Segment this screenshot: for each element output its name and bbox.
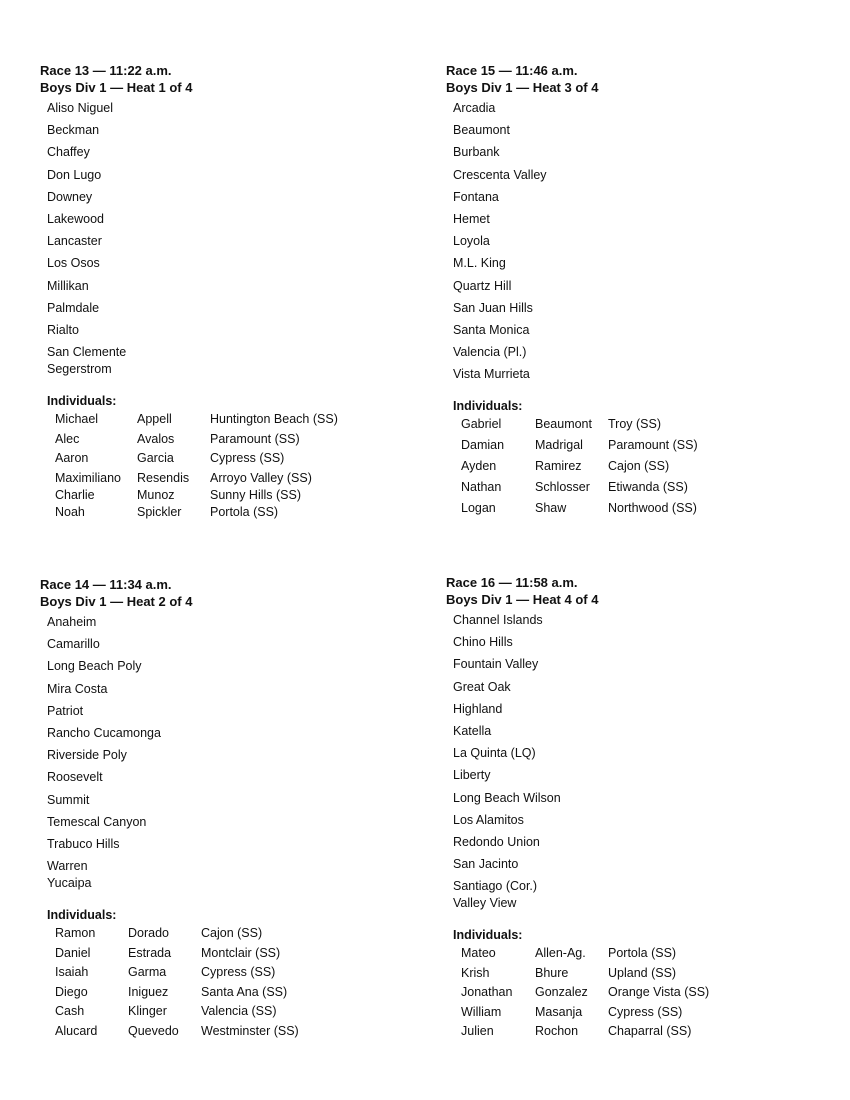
first-name: Aaron — [55, 451, 89, 466]
school: Westminster (SS) — [201, 1023, 299, 1038]
team-item: Chino Hills — [453, 635, 513, 650]
team-item: Fountain Valley — [453, 657, 539, 672]
individual-row — [55, 1003, 299, 1023]
school: Santa Ana (SS) — [201, 984, 288, 999]
individual-row — [55, 470, 338, 487]
team-item: Lakewood — [47, 211, 104, 226]
last-name: Garcia — [137, 451, 174, 466]
team-item: Aliso Niguel — [47, 101, 114, 115]
individual-row — [55, 431, 338, 451]
team-item: Rialto — [47, 322, 79, 337]
team-item: Temescal Canyon — [47, 814, 147, 829]
individuals-label: Individuals: — [47, 394, 117, 409]
team-item: Valencia (Pl.) — [453, 345, 527, 360]
individual-row — [55, 1023, 299, 1043]
school: Chaparral (SS) — [608, 1024, 692, 1039]
team-item: Vista Murrieta — [453, 367, 530, 382]
team-item: Highland — [453, 701, 503, 716]
last-name: Masanja — [535, 1004, 583, 1019]
team-item: Redondo Union — [453, 834, 540, 849]
team-item: Burbank — [453, 145, 500, 160]
team-item: Channel Islands — [453, 613, 543, 627]
race-14-block — [40, 576, 299, 1042]
first-name: Julien — [461, 1024, 494, 1039]
individual-row — [461, 500, 698, 521]
first-name: Charlie — [55, 487, 95, 502]
team-item: Warren — [47, 859, 88, 874]
team-item: San Jacinto — [453, 857, 519, 872]
team-item: Long Beach Wilson — [453, 790, 561, 805]
team-item: Great Oak — [453, 679, 511, 694]
school: Cajon (SS) — [608, 459, 670, 474]
team-list — [453, 100, 698, 388]
school: Valencia (SS) — [201, 1004, 277, 1019]
individual-row — [55, 504, 338, 524]
team-item: Mira Costa — [47, 681, 108, 696]
last-name: Appell — [137, 412, 172, 427]
individuals-table — [461, 945, 709, 1043]
last-name: Quevedo — [128, 1023, 179, 1038]
individual-row — [55, 964, 299, 984]
first-name: Noah — [55, 504, 85, 519]
individuals-table — [55, 925, 299, 1042]
race-title: Race 14 — 11:34 a.m. — [40, 577, 172, 592]
team-item: Katella — [453, 723, 492, 738]
individual-row — [461, 479, 698, 500]
first-name: Isaiah — [55, 965, 89, 980]
school: Upland (SS) — [608, 965, 677, 980]
school: Paramount (SS) — [608, 438, 698, 453]
team-item: Santiago (Cor.) — [453, 879, 538, 894]
team-item: Long Beach Poly — [47, 659, 142, 674]
team-list — [47, 614, 299, 897]
team-item: San Juan Hills — [453, 300, 533, 315]
individual-row — [461, 458, 698, 479]
team-item: Quartz Hill — [453, 278, 512, 293]
team-item: Anaheim — [47, 615, 97, 629]
school: Sunny Hills (SS) — [210, 487, 301, 502]
school: Montclair (SS) — [201, 945, 281, 960]
first-name: Damian — [461, 438, 505, 453]
individual-row — [461, 416, 698, 437]
team-item: Chaffey — [47, 145, 90, 160]
first-name: Krish — [461, 965, 490, 980]
team-item: Segerstrom — [47, 362, 112, 377]
school: Troy (SS) — [608, 417, 662, 432]
team-item: Beckman — [47, 123, 100, 138]
last-name: Spickler — [137, 504, 182, 519]
team-item: Fontana — [453, 189, 499, 204]
team-item: Santa Monica — [453, 322, 530, 337]
first-name: Mateo — [461, 946, 496, 961]
race-16-block — [446, 574, 709, 1043]
team-item: Los Osos — [47, 256, 100, 271]
individuals-table — [461, 416, 698, 520]
team-item: Beaumont — [453, 123, 510, 138]
team-item: Patriot — [47, 703, 84, 718]
team-item: Yucaipa — [47, 876, 92, 891]
team-item: Downey — [47, 189, 93, 204]
team-item: M.L. King — [453, 256, 506, 271]
team-item: Roosevelt — [47, 770, 103, 785]
heat-title: Boys Div 1 — Heat 3 of 4 — [446, 80, 599, 95]
team-item: Riverside Poly — [47, 748, 127, 763]
school: Cypress (SS) — [608, 1004, 683, 1019]
school: Portola (SS) — [608, 946, 677, 961]
last-name: Rochon — [535, 1024, 579, 1039]
last-name: Estrada — [128, 945, 172, 960]
last-name: Munoz — [137, 487, 175, 502]
race-title: Race 16 — 11:58 a.m. — [446, 575, 578, 590]
first-name: Maximiliano — [55, 470, 121, 485]
school: Northwood (SS) — [608, 500, 697, 515]
individual-row — [461, 1023, 709, 1043]
first-name: Nathan — [461, 479, 502, 494]
first-name: Cash — [55, 1004, 85, 1019]
school: Cypress (SS) — [210, 451, 285, 466]
school: Cajon (SS) — [201, 926, 263, 941]
team-item: Hemet — [453, 211, 490, 226]
team-item: San Clemente — [47, 345, 127, 360]
first-name: Gabriel — [461, 417, 502, 432]
school: Orange Vista (SS) — [608, 985, 710, 1000]
heat-title: Boys Div 1 — Heat 1 of 4 — [40, 80, 193, 95]
last-name: Iniguez — [128, 984, 169, 999]
team-item: Millikan — [47, 278, 89, 293]
individuals-label: Individuals: — [453, 928, 523, 943]
team-list — [453, 612, 709, 917]
team-item: Palmdale — [47, 300, 100, 315]
school: Etiwanda (SS) — [608, 479, 688, 494]
last-name: Avalos — [137, 431, 175, 446]
team-item: Arcadia — [453, 101, 496, 115]
school: Portola (SS) — [210, 504, 279, 519]
last-name: Bhure — [535, 965, 569, 980]
last-name: Garma — [128, 965, 167, 980]
individual-row — [461, 437, 698, 458]
team-item: Camarillo — [47, 637, 100, 652]
first-name: Logan — [461, 500, 496, 515]
team-item: La Quinta (LQ) — [453, 746, 536, 761]
team-item: Loyola — [453, 234, 490, 249]
school: Arroyo Valley (SS) — [210, 470, 312, 485]
first-name: Ramon — [55, 926, 96, 941]
team-item: Rancho Cucamonga — [47, 725, 161, 740]
individuals-label: Individuals: — [47, 908, 117, 923]
individual-row — [461, 1004, 709, 1024]
team-item: Lancaster — [47, 234, 102, 249]
last-name: Madrigal — [535, 438, 583, 453]
heat-title: Boys Div 1 — Heat 4 of 4 — [446, 592, 599, 607]
first-name: William — [461, 1004, 502, 1019]
first-name: Ayden — [461, 459, 497, 474]
school: Huntington Beach (SS) — [210, 412, 338, 427]
last-name: Resendis — [137, 470, 190, 485]
last-name: Dorado — [128, 926, 169, 941]
individual-row — [461, 984, 709, 1004]
team-item: Crescenta Valley — [453, 167, 547, 182]
last-name: Schlosser — [535, 479, 590, 494]
race-13-block — [40, 62, 338, 523]
heat-title: Boys Div 1 — Heat 2 of 4 — [40, 594, 193, 609]
team-item: Don Lugo — [47, 167, 102, 182]
race-15-block — [446, 62, 698, 520]
school: Cypress (SS) — [201, 965, 276, 980]
last-name: Klinger — [128, 1004, 167, 1019]
individual-row — [55, 945, 299, 965]
school: Paramount (SS) — [210, 431, 300, 446]
individual-row — [55, 984, 299, 1004]
team-item: Summit — [47, 792, 90, 807]
first-name: Alec — [55, 431, 80, 446]
individual-row — [461, 965, 709, 985]
first-name: Alucard — [55, 1023, 98, 1038]
first-name: Jonathan — [461, 985, 513, 1000]
team-item: Trabuco Hills — [47, 836, 120, 851]
individual-row — [55, 450, 338, 470]
first-name: Diego — [55, 984, 88, 999]
last-name: Ramirez — [535, 459, 582, 474]
individual-row — [55, 411, 338, 431]
race-title: Race 13 — 11:22 a.m. — [40, 63, 172, 78]
team-item: Liberty — [453, 768, 491, 783]
last-name: Shaw — [535, 500, 567, 515]
individual-row — [55, 487, 338, 504]
team-item: Los Alamitos — [453, 812, 524, 827]
first-name: Michael — [55, 412, 99, 427]
first-name: Daniel — [55, 945, 91, 960]
team-item: Valley View — [453, 896, 517, 911]
team-list — [47, 100, 338, 383]
last-name: Beaumont — [535, 417, 592, 432]
individual-row — [461, 945, 709, 965]
individual-row — [55, 925, 299, 945]
last-name: Gonzalez — [535, 985, 588, 1000]
individuals-label: Individuals: — [453, 399, 523, 414]
last-name: Allen-Ag. — [535, 946, 586, 961]
race-title: Race 15 — 11:46 a.m. — [446, 63, 578, 78]
individuals-table — [55, 411, 338, 523]
